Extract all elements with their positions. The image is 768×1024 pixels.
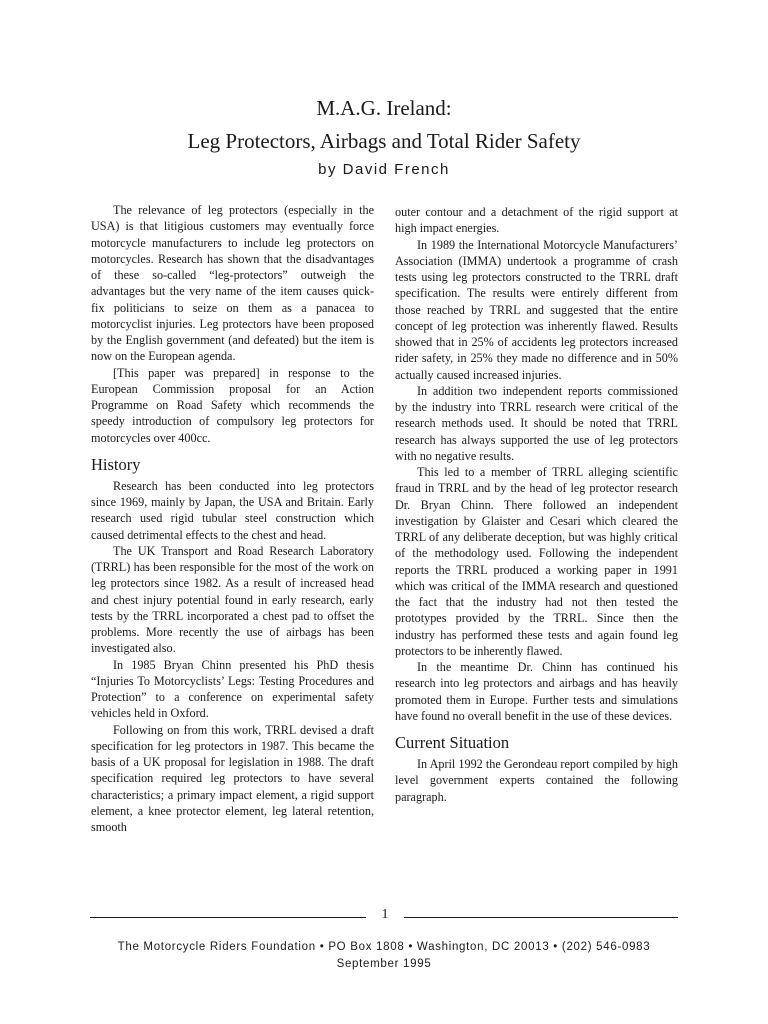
page-title: M.A.G. Ireland: [316,96,452,120]
section-heading-history: History [91,454,141,474]
paragraph: In 1985 Bryan Chinn presented his PhD thesis “Injuries To Motorcyclists’ Legs: Testing Procedures and Protection” to a conference on experimental safety vehicles held in Oxford. [91,657,374,721]
paragraph: The UK Transport and Road Research Laboratory (TRRL) has been responsible for the most of the work on leg protectors since 1982. As a result of increased head and chest injury potential found in early research, early tests by the TRRL incorporated a chest pad to offset the problems. More recently the use of airbags has been investigated also. [91,543,374,656]
paragraph: Following on from this work, TRRL devised a draft specification for leg protectors in 1987. This became the basis of a UK proposal for legislation in 1988. The draft specification required leg protectors to have several characteristics; a primary impact element, a rigid support element, a knee protector element, leg lateral retention, smooth [91,722,374,834]
right-column [395,204,678,805]
title-block [0,92,768,182]
page-subtitle: Leg Protectors, Airbags and Total Rider Safety [187,129,581,153]
footer-rule-left [90,917,366,918]
section-heading-current-situation: Current Situation [395,733,510,752]
footer-contact: The Motorcycle Riders Foundation • PO Box 1808 • Washington, DC 20013 • (202) 546-0983 [117,941,651,953]
paragraph: Research has been conducted into leg protectors since 1969, mainly by Japan, the USA and Britain. Early research used rigid tubular steel construction which caused detrimental effects to the chest and head. [91,478,374,542]
page-number: 1 [381,907,389,922]
footer-rule-right [404,917,678,918]
paragraph: In April 1992 the Gerondeau report compiled by high level government experts contained the following paragraph. [395,757,678,804]
paragraph: This led to a member of TRRL alleging scientific fraud in TRRL and by the head of leg protector research Dr. Bryan Chinn. There followed an independent investigation by Glaister and Cesari which cleared the TRRL of any deliberate deception, but was highly critical of the methodology used. Following the independent reports the TRRL produced a working paper in 1991 which was critical of the IMMA research and questioned the fact that the industry had not then tested the prototypes provided by the TRRL. Since then the industry has performed these tests and again found leg protectors to be inherently flawed. [395,465,678,658]
left-column [91,202,374,835]
footer-date: September 1995 [336,958,432,970]
paragraph: [This paper was prepared] in response to the European Commission proposal for an Action Programme on Road Safety which recommends the speedy introduction of compulsory leg protectors for motorcycles over 400cc. [91,365,374,445]
paragraph: outer contour and a detachment of the rigid support at high impact energies. [395,205,678,236]
paragraph: In 1989 the International Motorcycle Manufacturers’ Association (IMMA) undertook a programme of crash tests using leg protectors constructed to the TRRL draft specification. The results were entirely different from those reached by TRRL and suggested that the entire concept of leg protection was inherently flawed. Results showed that in 25% of accidents leg protectors increased rider safety, in 25% they made no difference and in 50% actually caused increased injuries. [395,237,678,382]
paragraph: In the meantime Dr. Chinn has continued his research into leg protectors and airbags and has heavily promoted them in Europe. Further tests and simulations have found no overall benefit in the use of these devices. [395,660,678,723]
paragraph: In addition two independent reports commissioned by the industry into TRRL research were critical of the research methods used. It should be noted that TRRL research has always supported the use of leg protectors with no negative results. [395,383,678,463]
paragraph: The relevance of leg protectors (especially in the USA) is that litigious customers may eventually force motorcycle manufacturers to include leg protectors on motorcycles. Research has shown that the disadvantages of these so-called “leg-protectors” outweigh the advantages but the very name of the item causes quick-fix politicians to seize on them as a panacea to motorcyclist injuries. Leg protectors have been proposed by the English government (and defeated) but the item is now on the European agenda. [91,203,374,364]
author-byline: by David French [318,161,450,178]
